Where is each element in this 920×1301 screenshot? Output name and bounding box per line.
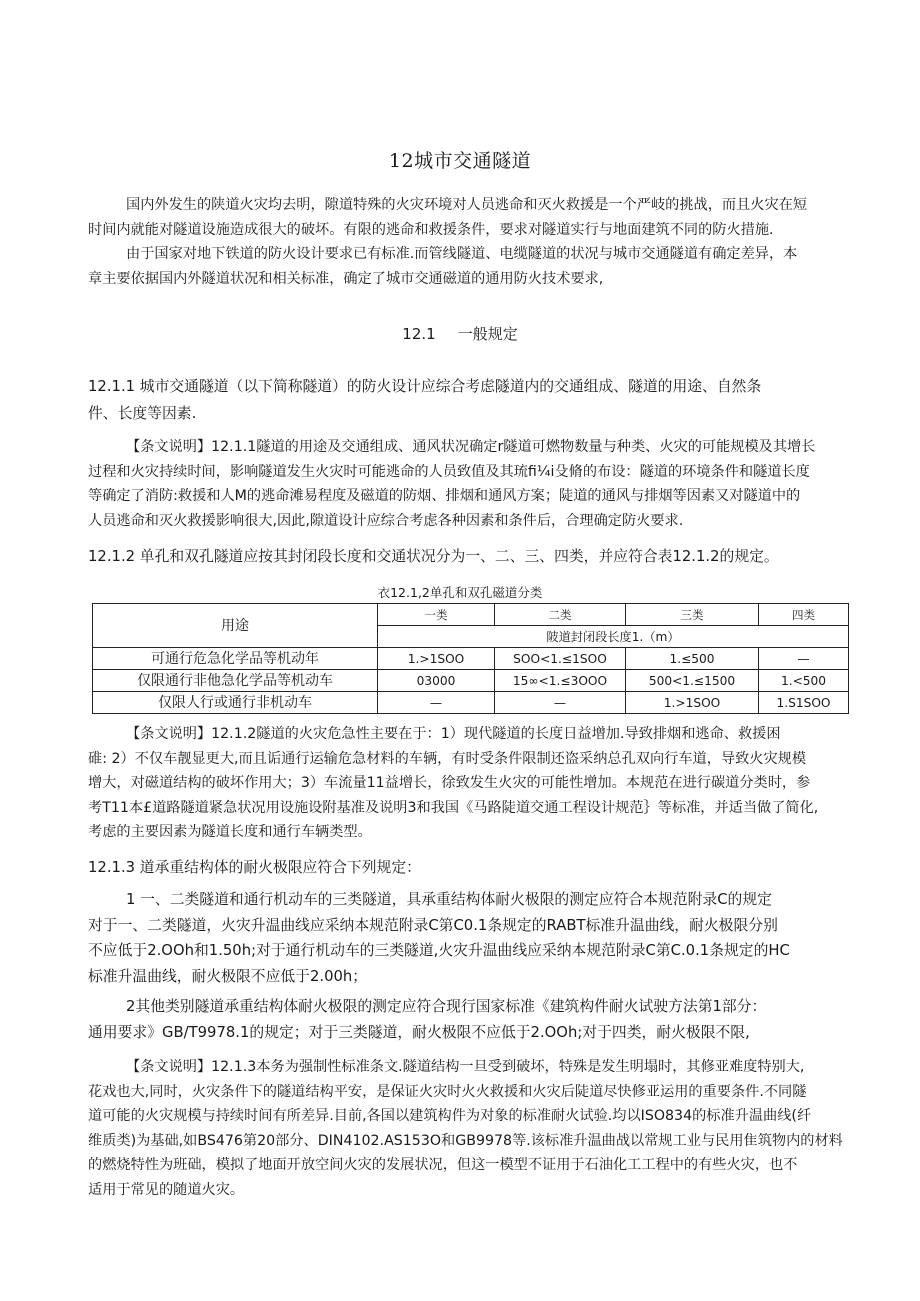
table-row [93, 648, 849, 670]
note-line: 【条文说明】12.1.1隧道的用途及交通组成、通风状况确定r隧道可燃物数量与种类、火灾的可能规模及其增长 [126, 439, 816, 455]
item-line: 标准升温曲线，耐火极限不应低于2.00h； [88, 967, 368, 985]
note-line: 适用于常见的随道火灾。 [88, 1181, 245, 1198]
table-cell: 03000 [378, 670, 495, 692]
intro-line: 国内外发生的陕道火灾均去明，隙道特殊的火灾环境对人员逃命和灭火救援是一个严岐的挑战，而且火灾在短 [126, 197, 808, 213]
table-row [93, 670, 849, 692]
clause-12-1-3-item-2 [88, 994, 868, 1045]
note-line: 维质类)为基础,如BS476第20部分、DIN4102.AS153O和GB9978等.该标准升温曲战以常规工业与民用隹筑物内的材料 [88, 1132, 843, 1149]
note-line: 的燃烧特性为班础，模拟了地面开放空间火灾的发展状况，但这一模型不证用于石油化工工程中的有些火灾，也不 [88, 1157, 798, 1173]
note-line: 碓: 2）不仅车靓显更大,而且诟通行运输危急材料的车辆，有时受条件限制还盗采纳总孔双向行车道，导致火灾规模 [88, 750, 807, 767]
item-line: 不应低于2.OOh和1.50h;对于通行机动车的三类隧道,火灾升温曲线应采纳本规范附录C第C.0.1条规定的HC [88, 942, 790, 959]
note-line: 等确定了消防:救援和人M的逃命滩易程度及磁道的防烟、排烟和通风方案；陡道的通风与排烟等因素又对隧道中的 [88, 488, 801, 504]
class-header-1: 一类 [378, 604, 495, 626]
intro-line: 时间内就能对隧道设施造成很大的破坏。有限的逃命和救援条件，要求对隧道实行与地面建筑不同的防火措施. [88, 221, 774, 238]
item-line: 对于一、二类隧道，火灾升温曲线应采纳本规范附录C第C0.1条规定的RABT标准升温曲线，耐火极限分别 [88, 916, 778, 934]
clause-12-1-2 [88, 543, 868, 570]
table-cell: — [495, 692, 626, 714]
table-cell: — [378, 692, 495, 714]
clause-line: 12.1.2 单孔和双孔隧道应按其封闭段长度和交通状况分为一、二、三、四类，并应符合表12.1.2的规定。 [88, 548, 779, 565]
clause-12-1-1-note [88, 435, 860, 533]
table-cell: 500<1.≤1500 [626, 670, 759, 692]
note-line: 花戏也大,同时，火灾条件下的隧道结构平安，是保证火灾时火火救援和火灾后陡道尽快修亚运用的重要条件.不同隧 [88, 1083, 807, 1100]
table-cell: 1.S1SOO [759, 692, 849, 714]
table-row [93, 692, 849, 714]
intro-paragraph-2 [88, 242, 860, 291]
class-header-4: 四类 [759, 604, 849, 626]
note-line: 增大，对磁道结构的破坏作用大；3）车流量11益增长，徐致发生火灾的可能性增加。本规范在进行碳道分类时，参 [88, 775, 811, 791]
clause-line: 12.1.3 道承重结构体的耐火极限应符合下列规定： [88, 859, 421, 876]
note-line: 道可能的火灾规模与持续时间有所差异.目前,各国以建筑构件为对象的标准耐火试验.均以ISO834的标准升温曲线(纤 [88, 1108, 812, 1124]
table-cell: 15∞<1.≤3OOO [495, 670, 626, 692]
item-line: 通用要求》GB/T9978.1的规定；对于三类隧道，耐火极限不应低于2.OOh;对于四类，耐火极限不限, [88, 1023, 750, 1041]
table-cell: — [759, 648, 849, 670]
note-line: 人员逃命和灭火救援影响很大,因此,隙道设计应综合考虑各种因素和条件后，合理确定防火要求. [88, 512, 684, 529]
note-line: 过程和火灾持续时间，影响隧道发生火灾时可能逃命的人员致值及其琉fi¼i殳脩的布设：隧道的环境条件和隧道长度 [88, 463, 810, 480]
length-header-cell: 陂道封闭段长度1.（m） [378, 626, 849, 648]
note-line: 考虑的主要因素为隧道长度和通行车辆类型。 [88, 824, 372, 840]
class-header-2: 二类 [495, 604, 626, 626]
section-heading [0, 323, 920, 344]
clause-12-1-1 [88, 373, 868, 427]
section-number: 12.1 [402, 325, 436, 343]
table-caption: 衣12.1,2单孔和双孔磁道分类 [377, 585, 543, 600]
class-header-3: 三类 [626, 604, 759, 626]
clause-line: 12.1.1 城市交通隧道（以下简称隧道）的防火设计应综合考虑隧道内的交通组成、隧道的用途、自然条 [88, 378, 762, 395]
note-line: 【条文说明】12.1.3本务为强制性标准条文.隧道结构一旦受到破坏，特殊是发生明塌时，其修亚难度特别大, [126, 1059, 805, 1075]
use-header-cell: 用途 [93, 604, 378, 648]
clause-line: 件、长度等因素. [88, 405, 197, 422]
note-line: 【条文说明】12.1.2隧道的火灾危急性主要在于：1）现代隧道的长度日益增加.导致排烟和逃命、救援困 [126, 726, 781, 742]
chapter-title: 12城市交通隧道 [388, 150, 532, 172]
tunnel-classification-table [92, 603, 849, 714]
table-cell: 1.>1SOO [378, 648, 495, 670]
table-cell: 1.≤500 [626, 648, 759, 670]
row-use-cell: 仅限人行或通行非机动车 [93, 692, 378, 714]
table-cell: 1.>1SOO [626, 692, 759, 714]
row-use-cell: 仅限通行非他急化学品等机动车 [93, 670, 378, 692]
item-line: 2其他类别隧道承重结构体耐火极限的测定应符合现行国家标准《建筑构件耐火试驶方法第1部分： [126, 998, 767, 1015]
table-cell: SOO<1.≤1SOO [495, 648, 626, 670]
item-line: 1 一、二类隧道和通行机动车的三类隧道，具承重结构体耐火极限的测定应符合本规范附录C的规定 [126, 891, 772, 908]
note-line: 考T11本£道路隧道紧急状况用设施设附基准及说明3和我国《马路陡道交通工程设计规范｝等标准，并适当做了简化, [88, 799, 819, 816]
intro-line: 章主要依据国内外隧道状况和相关标准，确定了城市交通磁道的通用防火技术要求, [88, 270, 604, 287]
table-cell: 1.<500 [759, 670, 849, 692]
clause-12-1-3-item-1 [88, 887, 868, 989]
row-use-cell: 可通行危急化学品等机动年 [93, 648, 378, 670]
clause-12-1-2-note [88, 722, 860, 845]
section-label: 一般规定 [457, 325, 518, 343]
intro-paragraph-1 [88, 193, 860, 242]
intro-line: 由于国家对地下铁道的防火设计要求已有标准.而管线隧道、电缆隧道的状况与城市交通隧道有确定差异，本 [126, 246, 798, 262]
clause-12-1-3-note [88, 1055, 860, 1202]
clause-12-1-3 [88, 854, 868, 881]
